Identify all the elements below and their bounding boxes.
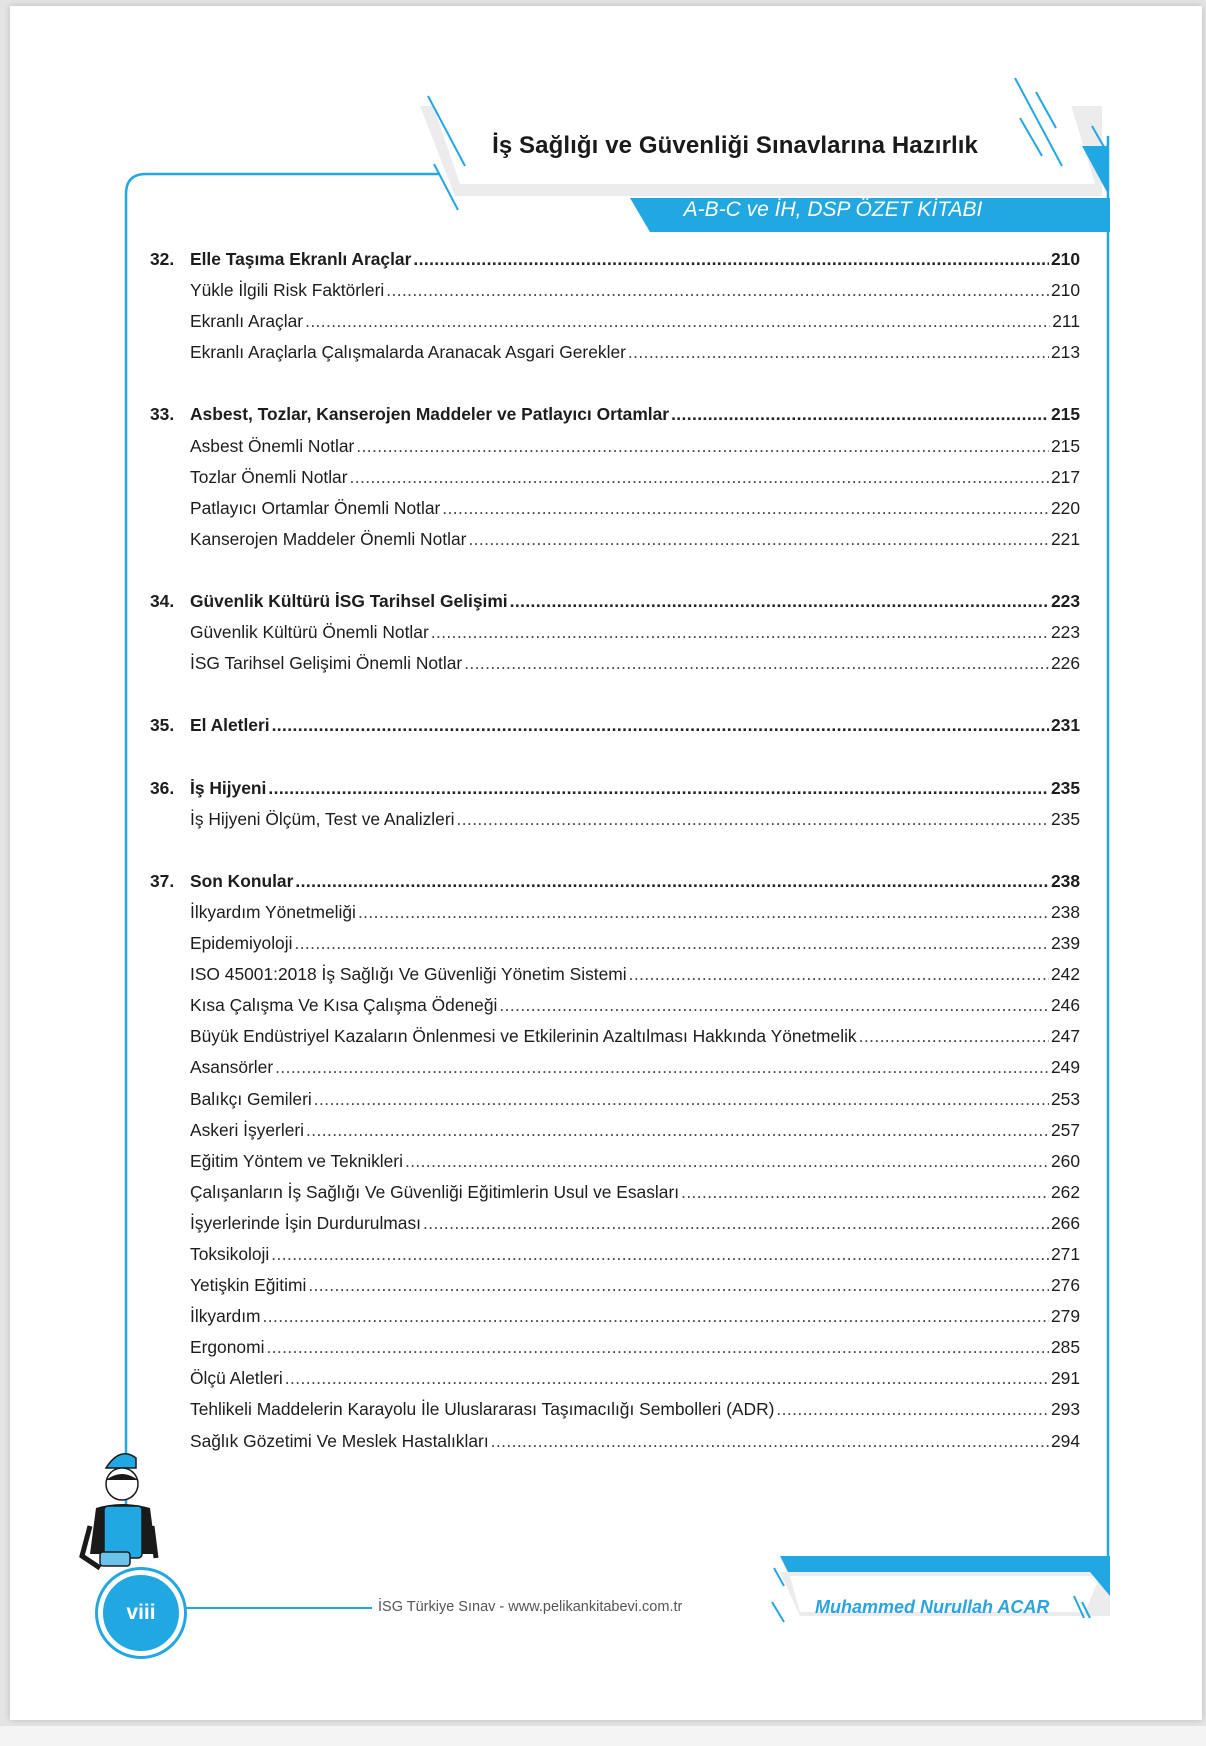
toc-subsection	[150, 1395, 1080, 1426]
toc-page-number: 246	[1050, 995, 1080, 1016]
toc-dot-leader	[263, 1306, 1049, 1327]
toc-page-number: 238	[1050, 901, 1080, 922]
toc-section-number: 37.	[150, 870, 175, 891]
toc-page-number: 215	[1050, 404, 1080, 425]
toc-entry-title: Yetişkin Eğitimi	[190, 1275, 307, 1296]
toc-subsection	[150, 1022, 1080, 1053]
toc-entry-title: Epidemiyoloji	[190, 933, 293, 954]
toc-dot-leader	[294, 933, 1049, 954]
toc-page-number: 266	[1050, 1212, 1080, 1233]
toc-page-number: 238	[1050, 870, 1080, 891]
toc-dot-leader	[308, 1275, 1049, 1296]
toc-subsection	[150, 1085, 1080, 1116]
toc-dot-leader	[681, 1182, 1049, 1203]
toc-section-number: 34.	[150, 591, 175, 612]
toc-section-number: 32.	[150, 249, 175, 269]
toc-page-number: 249	[1050, 1057, 1080, 1078]
toc-subsection	[150, 1333, 1080, 1364]
document-page	[10, 6, 1202, 1720]
toc-entry-title: Ergonomi	[190, 1337, 265, 1358]
table-of-contents	[150, 245, 1080, 1458]
toc-page-number: 235	[1050, 808, 1080, 829]
toc-dot-leader	[776, 1399, 1049, 1420]
toc-dot-leader	[358, 902, 1049, 923]
toc-page-number: 242	[1050, 964, 1080, 985]
toc-entry-title: Ölçü Aletleri	[190, 1368, 283, 1389]
toc-page-number: 239	[1050, 933, 1080, 954]
toc-dot-leader	[442, 498, 1049, 519]
toc-subsection	[150, 1240, 1080, 1271]
toc-section-number: 35.	[150, 715, 175, 736]
toc-spacer	[150, 743, 1080, 774]
toc-entry-title: Kısa Çalışma Ve Kısa Çalışma Ödeneği	[190, 995, 498, 1016]
toc-entry-title: Kanserojen Maddeler Önemli Notlar	[190, 528, 467, 549]
toc-page-number: 210	[1050, 249, 1080, 269]
toc-entry-title: Son Konular	[190, 870, 294, 891]
toc-dot-leader	[859, 1026, 1049, 1047]
toc-subsection	[150, 1178, 1080, 1209]
toc-subsection	[150, 805, 1080, 836]
toc-page-number: 226	[1050, 653, 1080, 674]
toc-section	[150, 245, 1080, 276]
toc-dot-leader	[350, 467, 1049, 488]
toc-dot-leader	[272, 715, 1049, 736]
toc-page-number: 271	[1050, 1244, 1080, 1264]
toc-subsection	[150, 618, 1080, 649]
toc-page-number: 223	[1050, 591, 1080, 612]
toc-entry-title: Güvenlik Kültürü İSG Tarihsel Gelişimi	[190, 591, 508, 612]
toc-dot-leader	[268, 778, 1049, 799]
toc-page-number: 220	[1050, 497, 1080, 518]
toc-entry-title: Çalışanların İş Sağlığı Ve Güvenliği Eğitimlerin Usul ve Esasları	[190, 1181, 680, 1202]
header-title: İş Sağlığı ve Güvenliği Sınavlarına Hazırlık	[492, 132, 978, 159]
toc-spacer	[150, 836, 1080, 867]
toc-subsection	[150, 1116, 1080, 1147]
toc-dot-leader	[423, 1213, 1049, 1234]
toc-entry-title: Tozlar Önemli Notlar	[190, 466, 348, 487]
toc-page-number: 262	[1050, 1181, 1080, 1202]
toc-dot-leader	[306, 1120, 1049, 1141]
toc-page-number: 221	[1050, 528, 1080, 549]
toc-entry-title: Asbest, Tozlar, Kanserojen Maddeler ve Patlayıcı Ortamlar	[190, 404, 670, 425]
toc-entry-title: Yükle İlgili Risk Faktörleri	[190, 280, 385, 301]
next-page-edge	[0, 1726, 1206, 1746]
toc-section-number: 33.	[150, 404, 175, 425]
toc-entry-title: Ekranlı Araçlarla Çalışmalarda Aranacak Asgari Gerekler	[190, 342, 626, 363]
toc-page-number: 279	[1050, 1306, 1080, 1327]
toc-dot-leader	[356, 436, 1049, 457]
toc-dot-leader	[431, 622, 1049, 643]
toc-page-number: 291	[1050, 1368, 1080, 1389]
toc-dot-leader	[491, 1431, 1049, 1452]
toc-dot-leader	[314, 1089, 1049, 1110]
toc-dot-leader	[295, 871, 1049, 892]
toc-entry-title: Patlayıcı Ortamlar Önemli Notlar	[190, 497, 441, 518]
toc-section-number: 36.	[150, 777, 175, 798]
toc-section	[150, 867, 1080, 898]
toc-dot-leader	[629, 964, 1049, 985]
toc-page-number: 285	[1050, 1337, 1080, 1358]
toc-page-number: 211	[1052, 311, 1080, 332]
toc-entry-title: İSG Tarihsel Gelişimi Önemli Notlar	[190, 653, 463, 674]
toc-subsection	[150, 1427, 1080, 1458]
header-subtitle: A-B-C ve İH, DSP ÖZET KİTABI	[683, 198, 983, 221]
toc-subsection	[150, 494, 1080, 525]
toc-subsection	[150, 463, 1080, 494]
footer-publisher-text: İSG Türkiye Sınav - www.pelikankitabevi.com.tr	[378, 1599, 683, 1615]
toc-subsection	[150, 1364, 1080, 1395]
toc-subsection	[150, 960, 1080, 991]
toc-subsection	[150, 525, 1080, 556]
toc-subsection	[150, 432, 1080, 463]
toc-page-number: 231	[1050, 715, 1080, 736]
toc-dot-leader	[457, 809, 1049, 830]
toc-section	[150, 587, 1080, 618]
toc-entry-title: İlkyardım Yönetmeliği	[190, 901, 356, 922]
toc-entry-title: El Aletleri	[190, 715, 270, 736]
toc-entry-title: Elle Taşıma Ekranlı Araçlar	[190, 249, 412, 269]
toc-subsection	[150, 1053, 1080, 1084]
toc-dot-leader	[266, 1337, 1049, 1358]
toc-page-number: 257	[1050, 1119, 1080, 1140]
toc-entry-title: Balıkçı Gemileri	[190, 1088, 312, 1109]
toc-section	[150, 774, 1080, 805]
toc-page-number: 247	[1050, 1026, 1080, 1047]
toc-subsection	[150, 338, 1080, 369]
toc-dot-leader	[413, 249, 1049, 270]
toc-dot-leader	[499, 995, 1049, 1016]
toc-entry-title: Asansörler	[190, 1057, 274, 1078]
toc-subsection	[150, 1271, 1080, 1302]
toc-subsection	[150, 898, 1080, 929]
toc-subsection	[150, 929, 1080, 960]
toc-subsection	[150, 1147, 1080, 1178]
toc-entry-title: İş Hijyeni Ölçüm, Test ve Analizleri	[190, 808, 455, 829]
toc-page-number: 223	[1050, 622, 1080, 643]
toc-dot-leader	[464, 653, 1049, 674]
toc-page-number: 210	[1050, 280, 1080, 301]
toc-entry-title: Sağlık Gözetimi Ve Meslek Hastalıkları	[190, 1430, 489, 1451]
toc-dot-leader	[510, 591, 1049, 612]
toc-subsection	[150, 307, 1080, 338]
toc-dot-leader	[671, 404, 1049, 425]
toc-subsection	[150, 276, 1080, 307]
toc-dot-leader	[405, 1151, 1049, 1172]
footer-author: Muhammed Nurullah ACAR	[815, 1597, 1050, 1617]
toc-page-number: 235	[1050, 777, 1080, 798]
toc-entry-title: İlkyardım	[190, 1306, 261, 1327]
toc-entry-title: Güvenlik Kültürü Önemli Notlar	[190, 622, 429, 643]
toc-page-number: 215	[1050, 435, 1080, 456]
toc-page-number: 217	[1050, 466, 1080, 487]
toc-dot-leader	[628, 342, 1049, 363]
toc-page-number: 253	[1050, 1088, 1080, 1109]
toc-spacer	[150, 680, 1080, 711]
toc-dot-leader	[271, 1244, 1049, 1265]
toc-entry-title: Asbest Önemli Notlar	[190, 435, 355, 456]
toc-entry-title: Tehlikeli Maddelerin Karayolu İle Uluslararası Taşımacılığı Sembolleri (ADR)	[190, 1399, 775, 1420]
toc-dot-leader	[386, 280, 1049, 301]
toc-page-number: 293	[1050, 1399, 1080, 1420]
toc-dot-leader	[275, 1057, 1049, 1078]
toc-entry-title: Büyük Endüstriyel Kazaların Önlenmesi ve Etkilerinin Azaltılması Hakkında Yönetmelik	[190, 1026, 857, 1047]
toc-page-number: 213	[1050, 342, 1080, 363]
toc-entry-title: İş Hijyeni	[190, 777, 267, 798]
toc-subsection	[150, 649, 1080, 680]
toc-spacer	[150, 556, 1080, 587]
page-number-badge: viii	[98, 1570, 184, 1656]
toc-entry-title: ISO 45001:2018 İş Sağlığı Ve Güvenliği Yönetim Sistemi	[190, 964, 627, 985]
toc-entry-title: Toksikoloji	[190, 1244, 270, 1264]
toc-section	[150, 711, 1080, 742]
toc-page-number: 294	[1050, 1430, 1080, 1451]
toc-entry-title: Askeri İşyerleri	[190, 1119, 305, 1140]
toc-dot-leader	[285, 1368, 1049, 1389]
toc-entry-title: Ekranlı Araçlar	[190, 311, 304, 332]
toc-dot-leader	[305, 311, 1050, 332]
toc-subsection	[150, 991, 1080, 1022]
toc-dot-leader	[468, 529, 1049, 550]
toc-entry-title: Eğitim Yöntem ve Teknikleri	[190, 1150, 403, 1171]
toc-page-number: 276	[1050, 1275, 1080, 1296]
toc-subsection	[150, 1302, 1080, 1333]
toc-entry-title: İşyerlerinde İşin Durdurulması	[190, 1212, 421, 1233]
toc-spacer	[150, 369, 1080, 400]
toc-page-number: 260	[1050, 1150, 1080, 1171]
worker-illustration-icon	[82, 1454, 156, 1568]
toc-subsection	[150, 1209, 1080, 1240]
toc-section	[150, 400, 1080, 431]
